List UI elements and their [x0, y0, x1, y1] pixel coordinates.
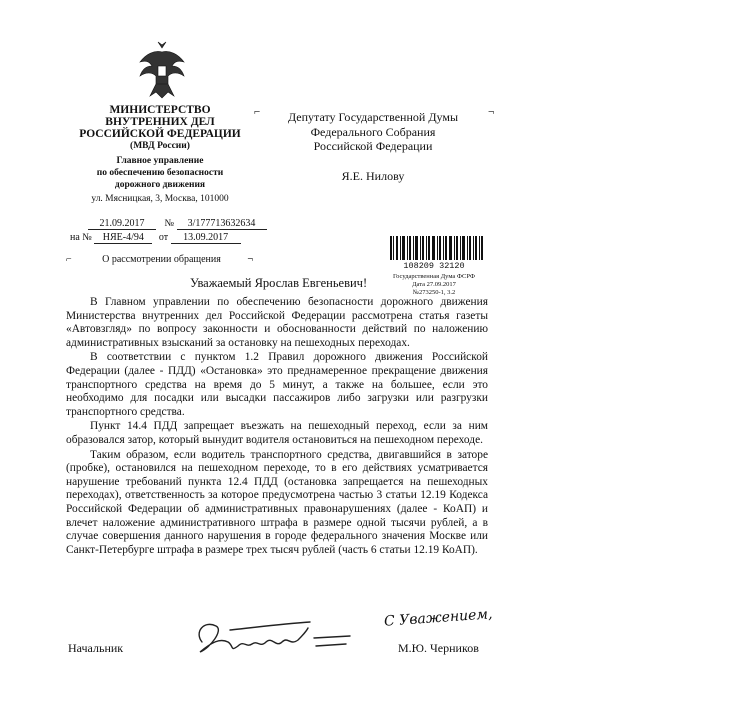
recipient-corner-right: ¬	[488, 106, 495, 118]
salutation: Уважаемый Ярослав Евгеньевич!	[190, 276, 368, 290]
recipient-block	[268, 110, 478, 183]
ref-number: НЯЕ-4/94	[94, 232, 152, 244]
reg-number: 3/177713632634	[177, 218, 267, 230]
reg-date-line	[88, 218, 267, 230]
signer-name: М.Ю. Черников	[398, 641, 479, 655]
body-paragraph-2: В соответствии с пунктом 1.2 Правил дорожного движения Российской Федерации (далее - ПДД) «Остановка» это преднамеренное прекращение движения транспортного средства на время до 5 минут, а также на большее, если это необходимо для посадки или высадки пассажиров либо загрузки или разгрузки транспортного средства.	[66, 351, 488, 418]
ref-date: 13.09.2017	[171, 232, 241, 244]
barcode-number: 108209 32120	[403, 261, 465, 271]
ministry-line-1: МИНИСТЕРСТВО	[109, 104, 211, 116]
body-paragraph-1: В Главном управлении по обеспечению безопасности дорожного движения Министерства внутренних дел Российской Федерации рассмотрена статья газеты «Автовзгляд» по вопросу законности и обоснованности действий по наложению административных взысканий за остановку на пешеходных переходах.	[66, 296, 488, 349]
body-paragraph-4: Таким образом, если водитель транспортного средства, двигавшийся в заторе (пробке), остановился на пешеходном переходе, то в его действиях усматривается нарушение требований пункта 12.4 ПДД (остановка запрещается на пешеходных переходах), ответственность за которое предусмотрена частью 3 статьи 12.19 Кодекса Российской Федерации об административных правонарушениях (далее - КоАП) и влечет наложение административного штрафа в размере одной тысячи рублей, а в случае совершения данного нарушения в городе федерального значения Москве или Санкт-Петербурге штрафа в размере трех тысяч рублей (часть 6 статьи 12.19 КоАП).	[66, 448, 488, 556]
subject-line	[66, 254, 253, 265]
body-paragraph-3: Пункт 14.4 ПДД запрещает въезжать на пешеходный переход, если за ним образовался затор, который вынудит водителя остановиться на пешеходном переходе.	[66, 420, 488, 446]
department-line-2: по обеспечению безопасности	[96, 168, 224, 178]
corner-mark-left: ⌐	[66, 254, 72, 265]
department-line-3: дорожного движения	[114, 180, 206, 190]
ref-from-label: от	[158, 232, 169, 243]
reg-number-label: №	[164, 218, 175, 229]
subject: О рассмотрении обращения	[102, 254, 221, 265]
reg-date: 21.09.2017	[88, 218, 156, 230]
ministry-line-2: ВНУТРЕННИХ ДЕЛ	[105, 116, 215, 128]
sender-block	[40, 104, 280, 205]
ref-label: на №	[70, 232, 92, 243]
stamp-line-1: Государственная Дума ФСРФ	[392, 273, 476, 280]
recipient-line-3: Российской Федерации	[313, 139, 433, 153]
emblem-icon	[136, 40, 188, 100]
recipient-corner-left: ⌐	[254, 106, 261, 118]
ministry-abbr: (МВД России)	[130, 141, 190, 151]
sender-address: ул. Мясницкая, 3, Москва, 101000	[91, 194, 229, 204]
ref-line	[70, 232, 241, 244]
barcode-icon	[390, 236, 484, 260]
department-line-1: Главное управление	[116, 156, 204, 166]
recipient-name: Я.Е. Нилову	[341, 168, 405, 183]
corner-mark-right: ¬	[247, 254, 253, 265]
recipient-line-2: Федерального Собрания	[310, 124, 436, 139]
stamp-line-2: Дата 27.09.2017	[412, 281, 456, 288]
signature-icon	[190, 612, 360, 660]
stamp-line-3: №273250-1, 3.2	[412, 289, 456, 296]
registration-stamp	[384, 236, 484, 297]
ministry-line-3: РОССИЙСКОЙ ФЕДЕРАЦИИ	[79, 128, 241, 140]
signer-position: Начальник	[68, 641, 124, 655]
handwritten-regards: С Уважением,	[383, 606, 493, 630]
letter-body	[66, 296, 488, 558]
recipient-line-1: Депутату Государственной Думы	[287, 110, 459, 124]
